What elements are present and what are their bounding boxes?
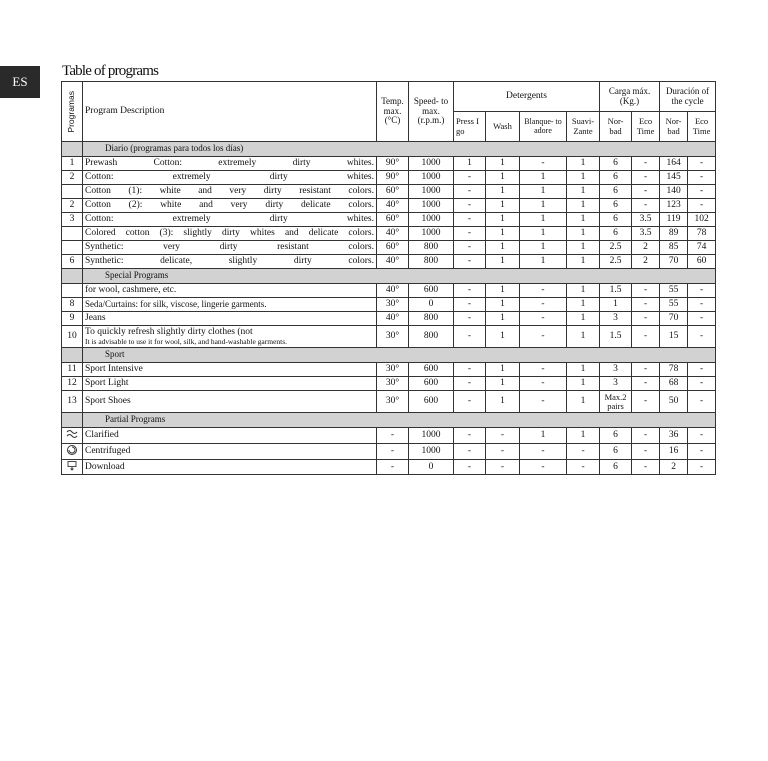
table-row (62, 199, 716, 213)
duration-eco-cell: 102 (688, 213, 716, 227)
load-cell: 6 (600, 171, 632, 185)
prewash-cell: - (454, 284, 486, 298)
softener-cell: 1 (567, 157, 600, 171)
prewash-cell: - (454, 459, 486, 475)
programs-table (61, 81, 716, 475)
page-title: Table of programs (62, 63, 159, 79)
load-eco-cell: - (632, 298, 660, 312)
softener-cell: 1 (567, 199, 600, 213)
section-row (62, 348, 716, 363)
section-label: Sport (83, 348, 716, 363)
table-row (62, 312, 716, 326)
duration-eco-cell: - (688, 443, 716, 459)
wash-cell: - (486, 428, 520, 444)
table-row (62, 459, 716, 475)
duration-cell: 16 (660, 443, 688, 459)
prewash-cell: - (454, 213, 486, 227)
speed-cell: 1000 (409, 227, 454, 241)
program-number: 12 (62, 377, 83, 391)
program-number: 8 (62, 298, 83, 312)
program-number (62, 185, 83, 199)
speed-cell: 0 (409, 298, 454, 312)
speed-cell: 800 (409, 241, 454, 255)
prewash-detergent-header: Press I go (454, 112, 486, 142)
program-number: 2 (62, 171, 83, 185)
wash-cell: 1 (486, 326, 520, 348)
load-eco-cell: - (632, 284, 660, 298)
load-cell: 1 (600, 298, 632, 312)
table-row (62, 171, 716, 185)
load-eco-cell: - (632, 363, 660, 377)
wash-cell: 1 (486, 227, 520, 241)
program-description: Sport Light (83, 377, 377, 391)
program-number: 6 (62, 255, 83, 269)
duration-eco-cell: - (688, 171, 716, 185)
softener-cell: 1 (567, 326, 600, 348)
wash-cell: 1 (486, 312, 520, 326)
duration-cell: 68 (660, 377, 688, 391)
duration-cell: 123 (660, 199, 688, 213)
bleach-cell: - (520, 298, 567, 312)
table-row (62, 157, 716, 171)
load-normal-header: Nor- bad (600, 112, 632, 142)
bleach-cell: 1 (520, 227, 567, 241)
duration-cell: 15 (660, 326, 688, 348)
program-description (83, 326, 377, 348)
load-eco-cell: - (632, 459, 660, 475)
load-cell: 6 (600, 185, 632, 199)
duration-eco-cell: - (688, 363, 716, 377)
prewash-cell: - (454, 391, 486, 413)
bleach-cell: - (520, 312, 567, 326)
program-description: Sport Shoes (83, 391, 377, 413)
load-eco-cell: - (632, 157, 660, 171)
load-eco-cell: - (632, 391, 660, 413)
duration-eco-cell: - (688, 326, 716, 348)
temp-cell: 40° (377, 227, 409, 241)
speed-cell: 600 (409, 391, 454, 413)
prewash-cell: - (454, 255, 486, 269)
softener-cell: 1 (567, 428, 600, 444)
description-header: Program Description (83, 82, 377, 142)
program-description: for wool, cashmere, etc. (83, 284, 377, 298)
wash-cell: 1 (486, 199, 520, 213)
speed-cell: 1000 (409, 213, 454, 227)
temp-header: Temp. max. (°C) (377, 82, 409, 142)
wash-cell: 1 (486, 157, 520, 171)
prewash-cell: - (454, 241, 486, 255)
section-label: Special Programs (83, 269, 716, 284)
bleach-cell: - (520, 326, 567, 348)
prewash-cell: - (454, 363, 486, 377)
duration-cell: 70 (660, 312, 688, 326)
program-description: Cotton: extremely dirty whites. (83, 213, 377, 227)
speed-cell: 1000 (409, 185, 454, 199)
softener-cell: 1 (567, 185, 600, 199)
prewash-cell: - (454, 377, 486, 391)
duration-eco-cell: - (688, 185, 716, 199)
load-cell: 6 (600, 199, 632, 213)
program-number (62, 227, 83, 241)
rinse-icon (62, 428, 83, 444)
speed-cell: 1000 (409, 199, 454, 213)
bleach-cell: - (520, 391, 567, 413)
bleach-cell: 1 (520, 199, 567, 213)
prewash-cell: - (454, 443, 486, 459)
duration-eco-cell: - (688, 312, 716, 326)
duration-eco-cell: - (688, 459, 716, 475)
bleach-cell: 1 (520, 241, 567, 255)
duration-normal-header: Nor- bad (660, 112, 688, 142)
speed-cell: 1000 (409, 157, 454, 171)
temp-cell: 40° (377, 284, 409, 298)
wash-cell: 1 (486, 213, 520, 227)
softener-header: Suavi- Zante (567, 112, 600, 142)
bleach-cell: 1 (520, 171, 567, 185)
description-line-1: To quickly refresh slightly dirty clothes (not (85, 327, 253, 337)
load-eco-cell: - (632, 326, 660, 348)
duration-cell: 55 (660, 298, 688, 312)
load-cell: 3 (600, 377, 632, 391)
load-eco-cell: - (632, 171, 660, 185)
prewash-cell: - (454, 227, 486, 241)
duration-eco-cell: - (688, 391, 716, 413)
temp-cell: 60° (377, 241, 409, 255)
load-eco-cell: - (632, 185, 660, 199)
temp-cell: 30° (377, 326, 409, 348)
wash-cell: 1 (486, 298, 520, 312)
table-row (62, 428, 716, 444)
speed-cell: 600 (409, 377, 454, 391)
table-row (62, 241, 716, 255)
temp-cell: 90° (377, 171, 409, 185)
program-number: 13 (62, 391, 83, 413)
load-eco-cell: 2 (632, 241, 660, 255)
wash-cell: 1 (486, 241, 520, 255)
program-description: Centrifuged (83, 443, 377, 459)
speed-cell: 600 (409, 363, 454, 377)
duration-cell: 140 (660, 185, 688, 199)
duration-eco-header: Eco Time (688, 112, 716, 142)
load-cell: 6 (600, 227, 632, 241)
load-cell: 6 (600, 428, 632, 444)
wash-detergent-header: Wash (486, 112, 520, 142)
speed-header: Speed- to max. (r.p.m.) (409, 82, 454, 142)
program-number (62, 241, 83, 255)
program-description: Jeans (83, 312, 377, 326)
section-row (62, 142, 716, 157)
program-description: Synthetic: very dirty resistant colors. (83, 241, 377, 255)
softener-cell: 1 (567, 363, 600, 377)
duration-eco-cell: 74 (688, 241, 716, 255)
program-number: 11 (62, 363, 83, 377)
duration-eco-cell: - (688, 298, 716, 312)
softener-cell: 1 (567, 241, 600, 255)
softener-cell: - (567, 443, 600, 459)
prewash-cell: - (454, 199, 486, 213)
load-cell: 2.5 (600, 241, 632, 255)
softener-cell: 1 (567, 213, 600, 227)
program-description: Cotton (1): white and very dirty resistant colors. (83, 185, 377, 199)
load-cell: 3 (600, 363, 632, 377)
duration-eco-cell: 78 (688, 227, 716, 241)
duration-cell: 85 (660, 241, 688, 255)
load-cell: Max.2 pairs (600, 391, 632, 413)
bleach-cell: 1 (520, 255, 567, 269)
program-description: Seda/Curtains: for silk, viscose, lingerie garments. (83, 298, 377, 312)
wash-cell: 1 (486, 363, 520, 377)
table-row (62, 363, 716, 377)
program-description: Synthetic: delicate, slightly dirty colors. (83, 255, 377, 269)
temp-cell: - (377, 459, 409, 475)
speed-cell: 1000 (409, 428, 454, 444)
program-description: Colored cotton (3): slightly dirty whites and delicate colors. (83, 227, 377, 241)
speed-cell: 1000 (409, 443, 454, 459)
table-row (62, 227, 716, 241)
bleach-cell: - (520, 443, 567, 459)
softener-cell: 1 (567, 391, 600, 413)
program-description: Download (83, 459, 377, 475)
softener-cell: 1 (567, 312, 600, 326)
load-cell: 1.5 (600, 326, 632, 348)
table-row (62, 213, 716, 227)
duration-cell: 164 (660, 157, 688, 171)
duration-eco-cell: - (688, 377, 716, 391)
program-number: 2 (62, 199, 83, 213)
load-eco-cell: 3.5 (632, 213, 660, 227)
speed-cell: 600 (409, 284, 454, 298)
detergents-header: Detergents (454, 82, 600, 112)
section-label: Diario (programas para todos los días) (83, 142, 716, 157)
section-row (62, 413, 716, 428)
load-eco-cell: - (632, 443, 660, 459)
bleach-cell: - (520, 377, 567, 391)
temp-cell: - (377, 428, 409, 444)
prewash-cell: - (454, 171, 486, 185)
program-description: Prewash Cotton: extremely dirty whites. (83, 157, 377, 171)
load-header: Carga máx. (Kg.) (600, 82, 660, 112)
table-row (62, 255, 716, 269)
duration-cell: 119 (660, 213, 688, 227)
drain-icon (62, 459, 83, 475)
table-row (62, 391, 716, 413)
prewash-cell: - (454, 428, 486, 444)
load-cell: 6 (600, 213, 632, 227)
temp-cell: 30° (377, 363, 409, 377)
wash-cell: 1 (486, 377, 520, 391)
speed-cell: 800 (409, 312, 454, 326)
softener-cell: 1 (567, 255, 600, 269)
prewash-cell: - (454, 312, 486, 326)
temp-cell: 60° (377, 213, 409, 227)
spin-icon (62, 443, 83, 459)
duration-cell: 36 (660, 428, 688, 444)
program-description: Clarified (83, 428, 377, 444)
language-tab: ES (0, 66, 40, 98)
speed-cell: 1000 (409, 171, 454, 185)
speed-cell: 800 (409, 255, 454, 269)
programas-header: Programas (62, 82, 83, 142)
bleach-cell: 1 (520, 185, 567, 199)
temp-cell: 90° (377, 157, 409, 171)
description-line-2: It is advisable to use it for wool, silk, and hand-washable garments. (85, 336, 288, 346)
duration-eco-cell: 60 (688, 255, 716, 269)
duration-cell: 89 (660, 227, 688, 241)
softener-cell: 1 (567, 298, 600, 312)
bleach-cell: - (520, 363, 567, 377)
duration-eco-cell: - (688, 157, 716, 171)
load-eco-cell: - (632, 199, 660, 213)
prewash-cell: - (454, 326, 486, 348)
load-eco-cell: - (632, 428, 660, 444)
program-number: 3 (62, 213, 83, 227)
program-number: 9 (62, 312, 83, 326)
speed-cell: 0 (409, 459, 454, 475)
duration-cell: 145 (660, 171, 688, 185)
duration-cell: 2 (660, 459, 688, 475)
load-eco-header: Eco Time (632, 112, 660, 142)
bleach-cell: 1 (520, 428, 567, 444)
duration-cell: 70 (660, 255, 688, 269)
bleach-header: Blanque- to adore (520, 112, 567, 142)
wash-cell: - (486, 443, 520, 459)
load-eco-cell: - (632, 377, 660, 391)
load-cell: 2.5 (600, 255, 632, 269)
temp-cell: 30° (377, 391, 409, 413)
temp-cell: 30° (377, 298, 409, 312)
program-number (62, 284, 83, 298)
prewash-cell: 1 (454, 157, 486, 171)
bleach-cell: - (520, 284, 567, 298)
wash-cell: 1 (486, 185, 520, 199)
load-cell: 3 (600, 312, 632, 326)
section-label: Partial Programs (83, 413, 716, 428)
bleach-cell: - (520, 459, 567, 475)
duration-cell: 50 (660, 391, 688, 413)
bleach-cell: 1 (520, 213, 567, 227)
temp-cell: 40° (377, 312, 409, 326)
load-eco-cell: - (632, 312, 660, 326)
load-cell: 1.5 (600, 284, 632, 298)
duration-eco-cell: - (688, 199, 716, 213)
load-cell: 6 (600, 443, 632, 459)
table-row (62, 185, 716, 199)
program-description: Cotton (2): white and very dirty delicate colors. (83, 199, 377, 213)
program-number: 1 (62, 157, 83, 171)
table-row (62, 298, 716, 312)
temp-cell: 60° (377, 185, 409, 199)
speed-cell: 800 (409, 326, 454, 348)
wash-cell: - (486, 459, 520, 475)
wash-cell: 1 (486, 171, 520, 185)
duration-header: Duración of the cycle (660, 82, 716, 112)
softener-cell: 1 (567, 377, 600, 391)
duration-cell: 55 (660, 284, 688, 298)
duration-eco-cell: - (688, 284, 716, 298)
wash-cell: 1 (486, 284, 520, 298)
table-row (62, 284, 716, 298)
duration-eco-cell: - (688, 428, 716, 444)
softener-cell: 1 (567, 284, 600, 298)
bleach-cell: - (520, 157, 567, 171)
prewash-cell: - (454, 298, 486, 312)
table-row (62, 443, 716, 459)
load-eco-cell: 2 (632, 255, 660, 269)
wash-cell: 1 (486, 391, 520, 413)
temp-cell: 40° (377, 255, 409, 269)
program-description: Cotton: extremely dirty whites. (83, 171, 377, 185)
temp-cell: 30° (377, 377, 409, 391)
table-row (62, 326, 716, 348)
load-eco-cell: 3.5 (632, 227, 660, 241)
load-cell: 6 (600, 459, 632, 475)
program-number: 10 (62, 326, 83, 348)
duration-cell: 78 (660, 363, 688, 377)
prewash-cell: - (454, 185, 486, 199)
program-description: Sport Intensive (83, 363, 377, 377)
temp-cell: 40° (377, 199, 409, 213)
wash-cell: 1 (486, 255, 520, 269)
softener-cell: - (567, 459, 600, 475)
load-cell: 6 (600, 157, 632, 171)
table-row (62, 377, 716, 391)
softener-cell: 1 (567, 227, 600, 241)
temp-cell: - (377, 443, 409, 459)
softener-cell: 1 (567, 171, 600, 185)
section-row (62, 269, 716, 284)
